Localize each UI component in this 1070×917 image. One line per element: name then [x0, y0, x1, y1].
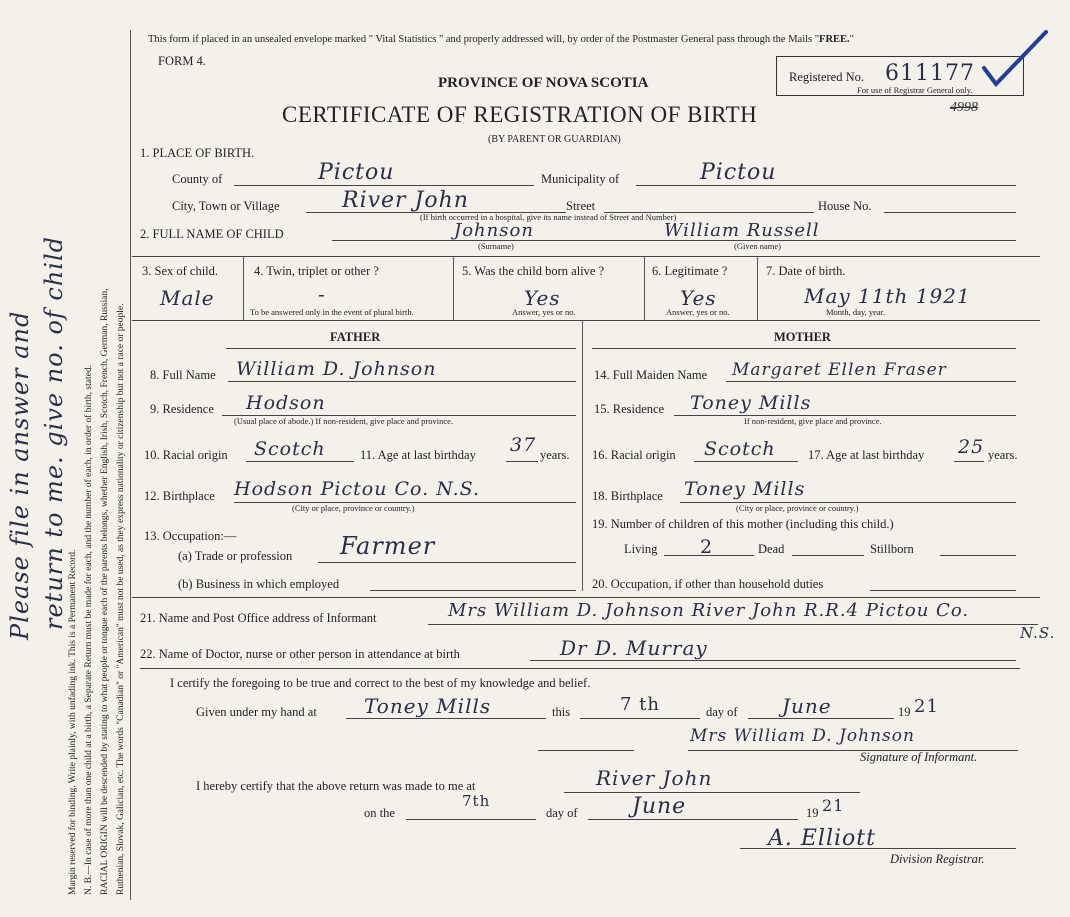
informant-label: 21. Name and Post Office address of Informant: [140, 611, 377, 625]
living-label: Living: [624, 542, 658, 556]
mother-residence-label: 15. Residence: [594, 402, 665, 416]
father-occupation-label: 13. Occupation:—: [144, 529, 237, 543]
mother-occupation-label: 20. Occupation, if other than household duties: [592, 577, 824, 591]
child-name-label: 2. FULL NAME OF CHILD: [140, 227, 284, 241]
handwritten-note-1: Please file in answer and: [6, 310, 34, 640]
date-of-birth-value: May 11th 1921: [804, 284, 971, 308]
division-registrar-label: Division Registrar.: [890, 852, 985, 866]
twin-value: -: [318, 282, 326, 306]
registrar-year-value: 21: [822, 796, 845, 815]
informant-value: Mrs William D. Johnson River John R.R.4 Pictou Co.: [448, 600, 970, 621]
given-name-note: (Given name): [734, 241, 781, 251]
registrar-month-value: June: [632, 794, 687, 819]
certificate-title: CERTIFICATE OF REGISTRATION OF BIRTH: [282, 102, 758, 127]
legitimate-note: Answer, yes or no.: [666, 307, 730, 317]
informant-signature: Mrs William D. Johnson: [690, 726, 915, 746]
form-number: FORM 4.: [158, 54, 206, 68]
free-label: FREE.: [819, 34, 850, 45]
margin-text-racial-2: Ruthenian, Slovak, Galician, etc. The words "Canadian" or "American" must not be used, as they express nationality or citizenship but not a race or people.: [116, 303, 126, 895]
mother-birthplace-label: 18. Birthplace: [592, 489, 663, 503]
hospital-note: (If birth occurred in a hospital, give its name instead of Street and Number): [420, 212, 677, 222]
born-alive-label: 5. Was the child born alive ?: [462, 264, 605, 278]
twin-label: 4. Twin, triplet or other ?: [254, 264, 379, 278]
registrar-use-note: For use of Registrar General only.: [857, 85, 973, 95]
signature-of-informant-label: Signature of Informant.: [860, 750, 978, 764]
father-age-label: 11. Age at last birthday: [360, 448, 476, 462]
twin-note: To be answered only in the event of plural birth.: [250, 307, 414, 317]
mother-name-label: 14. Full Maiden Name: [594, 368, 708, 382]
surname-note: (Surname): [478, 241, 514, 251]
father-age-unit: years.: [540, 448, 570, 462]
certify-day-value: 7 th: [620, 694, 660, 715]
registrar-signature: A. Elliott: [768, 826, 876, 851]
registered-number: 611177: [885, 61, 975, 86]
stamp-number: 4998: [950, 100, 978, 115]
certify-year-prefix: 19: [898, 705, 911, 719]
place-of-birth-label: 1. PLACE OF BIRTH.: [140, 146, 255, 160]
checkmark-icon: [980, 28, 1050, 88]
sex-label: 3. Sex of child.: [142, 264, 219, 278]
municipality-label: Municipality of: [541, 172, 620, 186]
father-residence-value: Hodson: [246, 392, 326, 414]
city-value: River John: [342, 188, 469, 213]
trade-value: Farmer: [340, 532, 436, 560]
father-birthplace-label: 12. Birthplace: [144, 489, 215, 503]
certificate-subtitle: (BY PARENT OR GUARDIAN): [488, 134, 621, 145]
children-count-label: 19. Number of children of this mother (including this child.): [592, 517, 894, 531]
stillborn-label: Stillborn: [870, 542, 914, 556]
father-racial-origin-value: Scotch: [254, 438, 326, 460]
certify-statement: I certify the foregoing to be true and correct to the best of my knowledge and belief.: [170, 676, 591, 690]
handwritten-note-2: return to me. give no. of child: [40, 235, 68, 630]
certify-month-value: June: [782, 694, 832, 718]
mother-heading: MOTHER: [774, 330, 831, 344]
municipality-value: Pictou: [700, 160, 777, 185]
informant-value-2: N.S.: [1020, 624, 1056, 642]
father-birthplace-note: (City or place, province or country.): [292, 503, 415, 513]
county-label: County of: [172, 172, 223, 186]
given-under-hand-label: Given under my hand at: [196, 705, 317, 719]
living-value: 2: [700, 536, 714, 558]
born-alive-value: Yes: [524, 286, 561, 310]
margin-text-racial: RACIAL ORIGIN will be descended by stating to what people or tongue each of the parents belongs, whether English, Irish, Scotch, French, German, Russian,: [100, 288, 110, 895]
registrar-day-value: 7th: [462, 792, 491, 810]
registrar-statement: I hereby certify that the above return was made to me at: [196, 779, 476, 793]
dead-label: Dead: [758, 542, 785, 556]
mother-racial-origin-value: Scotch: [704, 438, 776, 460]
legitimate-label: 6. Legitimate ?: [652, 264, 728, 278]
mother-name-value: Margaret Ellen Fraser: [732, 360, 947, 380]
city-label: City, Town or Village: [172, 199, 280, 213]
mother-residence-value: Toney Mills: [690, 392, 812, 414]
business-label: (b) Business in which employed: [178, 577, 340, 591]
house-number-label: House No.: [818, 199, 872, 213]
certify-dayof-label: day of: [706, 705, 738, 719]
mother-racial-origin-label: 16. Racial origin: [592, 448, 676, 462]
born-alive-note: Answer, yes or no.: [512, 307, 576, 317]
mother-birthplace-note: (City or place, province or country.): [736, 503, 859, 513]
father-racial-origin-label: 10. Racial origin: [144, 448, 228, 462]
sex-value: Male: [160, 286, 215, 310]
mother-residence-note: If non-resident, give place and province.: [744, 416, 882, 426]
date-of-birth-note: Month, day, year.: [826, 307, 886, 317]
province-heading: PROVINCE OF NOVA SCOTIA: [438, 75, 649, 91]
child-given-name: William Russell: [664, 220, 820, 241]
trade-label: (a) Trade or profession: [178, 549, 293, 563]
father-residence-label: 9. Residence: [150, 402, 214, 416]
county-value: Pictou: [318, 160, 395, 185]
father-residence-note: (Usual place of abode.) If non-resident, give place and province.: [234, 416, 454, 426]
mother-age-label: 17. Age at last birthday: [808, 448, 925, 462]
mother-age-value: 25: [958, 436, 985, 458]
doctor-value: Dr D. Murray: [560, 636, 708, 660]
mother-age-unit: years.: [988, 448, 1018, 462]
doctor-label: 22. Name of Doctor, nurse or other person in attendance at birth: [140, 647, 460, 661]
father-birthplace-value: Hodson Pictou Co. N.S.: [234, 478, 481, 500]
registrar-dayof-label: day of: [546, 806, 578, 820]
certify-year-value: 21: [914, 696, 939, 717]
margin-text-nb: N. B.—In case of more than one child at a birth, a Separate Return must be made for each, and the number of each, in order of birth, stated.: [84, 365, 94, 895]
registrar-on-label: on the: [364, 806, 395, 820]
registered-label: Registered No.: [789, 70, 864, 84]
registrar-year-prefix: 19: [806, 806, 819, 820]
date-of-birth-label: 7. Date of birth.: [766, 264, 846, 278]
father-age-value: 37: [510, 434, 537, 456]
street-label: Street: [566, 199, 596, 213]
legitimate-value: Yes: [680, 286, 717, 310]
father-name-label: 8. Full Name: [150, 368, 216, 382]
registrar-place-value: River John: [596, 766, 713, 790]
margin-text-binding: Margin reserved for binding. Write plainly, with unfading ink. This is a Permanent Record.: [68, 549, 78, 895]
father-name-value: William D. Johnson: [236, 358, 437, 380]
father-heading: FATHER: [330, 330, 381, 344]
mail-note: This form if placed in an unsealed envelope marked " Vital Statistics " and properly addressed will, by order of the Postmaster General pass through the Mails "FREE.": [148, 34, 854, 45]
certify-place-value: Toney Mills: [364, 694, 492, 718]
certify-this-label: this: [552, 705, 571, 719]
child-surname: Johnson: [454, 220, 534, 241]
frame-left-border: [130, 30, 131, 900]
mother-birthplace-value: Toney Mills: [684, 478, 806, 500]
